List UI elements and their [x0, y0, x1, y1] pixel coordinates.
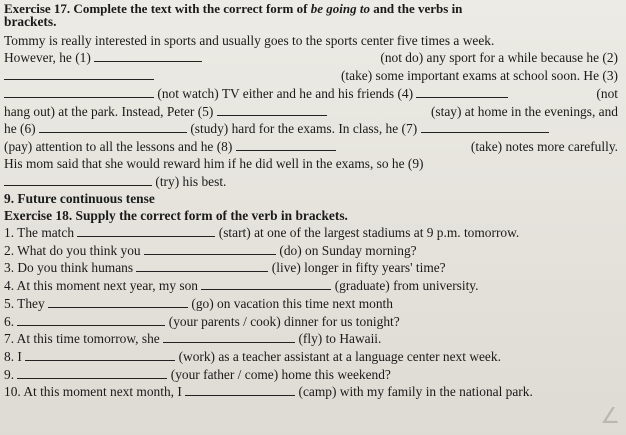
- exercise-18-item-9: [4, 367, 618, 383]
- exercise-18-item-6: [4, 314, 618, 330]
- exercise-18-item-4: [4, 278, 618, 294]
- exercise-17-line-3: [4, 68, 618, 84]
- exercise-18-item-3: [4, 260, 618, 276]
- answer-blank[interactable]: [17, 314, 165, 326]
- exercise-17-line-8: His mom said that she would reward him if he did well in the exams, so he (9): [4, 156, 424, 171]
- item-text: 6.: [4, 314, 15, 329]
- item-text: (your father / come) home this weekend?: [170, 367, 391, 382]
- exercise-18-item-2: [4, 243, 618, 259]
- line-text: (pay) attention to all the lessons and he (8): [4, 139, 233, 154]
- exercise-17-line-6: [4, 121, 618, 137]
- answer-blank[interactable]: [136, 260, 268, 272]
- item-text: 9.: [4, 367, 15, 382]
- line-text: (try) his best.: [155, 174, 227, 189]
- line-text: (not watch) TV either and he and his friends (4): [157, 86, 414, 101]
- answer-blank[interactable]: [77, 225, 215, 237]
- item-text: 2. What do you think you: [4, 243, 141, 258]
- exercise-17-line-7: [4, 139, 618, 155]
- line-text: (not: [596, 86, 618, 101]
- answer-blank-3[interactable]: [4, 86, 154, 98]
- answer-blank-4[interactable]: [416, 86, 508, 98]
- item-text: (your parents / cook) dinner for us tonight?: [168, 314, 400, 329]
- answer-blank[interactable]: [163, 331, 295, 343]
- line-text: (take) notes more carefully.: [470, 139, 618, 154]
- item-text: 3. Do you think humans: [4, 260, 134, 275]
- item-text: (work) as a teacher assistant at a language center next week.: [178, 349, 501, 364]
- line-text: (take) some important exams at school soon. He (3): [340, 68, 618, 83]
- exercise-18-item-5: [4, 296, 618, 312]
- item-text: 8. I: [4, 349, 22, 364]
- item-text: (live) longer in fifty years' time?: [271, 260, 446, 275]
- answer-blank-8[interactable]: [236, 139, 336, 151]
- line-text: he (6): [4, 121, 36, 136]
- answer-blank[interactable]: [144, 243, 276, 255]
- item-text: 7. At this time tomorrow, she: [4, 331, 160, 346]
- pencil-mark-icon: ∠: [600, 404, 620, 429]
- answer-blank-5[interactable]: [217, 104, 327, 116]
- line-text: hang out) at the park. Instead, Peter (5): [4, 104, 214, 119]
- exercise-17-title-text-end: and the verbs in: [369, 1, 463, 16]
- answer-blank[interactable]: [48, 296, 188, 308]
- exercise-17-title-line2: brackets.: [4, 14, 57, 29]
- exercise-17-line-9: [4, 174, 618, 190]
- exercise-18-item-1: [4, 225, 618, 241]
- exercise-17-title-emphasis: be going to: [310, 1, 370, 16]
- item-text: (go) on vacation this time next month: [191, 296, 393, 311]
- exercise-18-item-10: [4, 384, 618, 400]
- line-text: (study) hard for the exams. In class, he (7): [190, 121, 418, 136]
- line-text: (not do) any sport for a while because he (2): [380, 50, 618, 65]
- exercise-17-line-2: [4, 50, 618, 66]
- exercise-17-line-1: Tommy is really interested in sports and usually goes to the sports center five times a week.: [4, 33, 495, 48]
- answer-blank-7[interactable]: [421, 121, 549, 133]
- item-text: (start) at one of the largest stadiums at 9 p.m. tomorrow.: [218, 225, 520, 240]
- item-text: 5. They: [4, 296, 45, 311]
- answer-blank-9[interactable]: [4, 174, 152, 186]
- item-text: 10. At this moment next month, I: [4, 384, 182, 399]
- answer-blank-1[interactable]: [94, 50, 202, 62]
- answer-blank[interactable]: [25, 349, 175, 361]
- answer-blank-6[interactable]: [39, 121, 187, 133]
- line-text: (stay) at home in the evenings, and: [430, 104, 618, 119]
- exercise-17-line-4: [4, 86, 618, 102]
- item-text: (fly) to Hawaii.: [298, 331, 382, 346]
- exercise-18-item-8: [4, 349, 618, 365]
- item-text: (do) on Sunday morning?: [279, 243, 417, 258]
- answer-blank-2[interactable]: [4, 68, 154, 80]
- item-text: 1. The match: [4, 225, 75, 240]
- exercise-17-title-text: Exercise 17. Complete the text with the correct form of: [4, 1, 311, 16]
- item-text: 4. At this moment next year, my son: [4, 278, 198, 293]
- answer-blank[interactable]: [201, 278, 331, 290]
- exercise-18-title: Exercise 18. Supply the correct form of the verb in brackets.: [4, 208, 348, 223]
- answer-blank[interactable]: [185, 384, 295, 396]
- answer-blank[interactable]: [17, 367, 167, 379]
- item-text: (graduate) from university.: [334, 278, 479, 293]
- item-text: (camp) with my family in the national park.: [298, 384, 533, 399]
- section-heading-future-continuous: 9. Future continuous tense: [4, 191, 155, 206]
- line-text: However, he (1): [4, 50, 91, 65]
- exercise-18-item-7: [4, 331, 618, 347]
- exercise-17-line-5: [4, 104, 618, 120]
